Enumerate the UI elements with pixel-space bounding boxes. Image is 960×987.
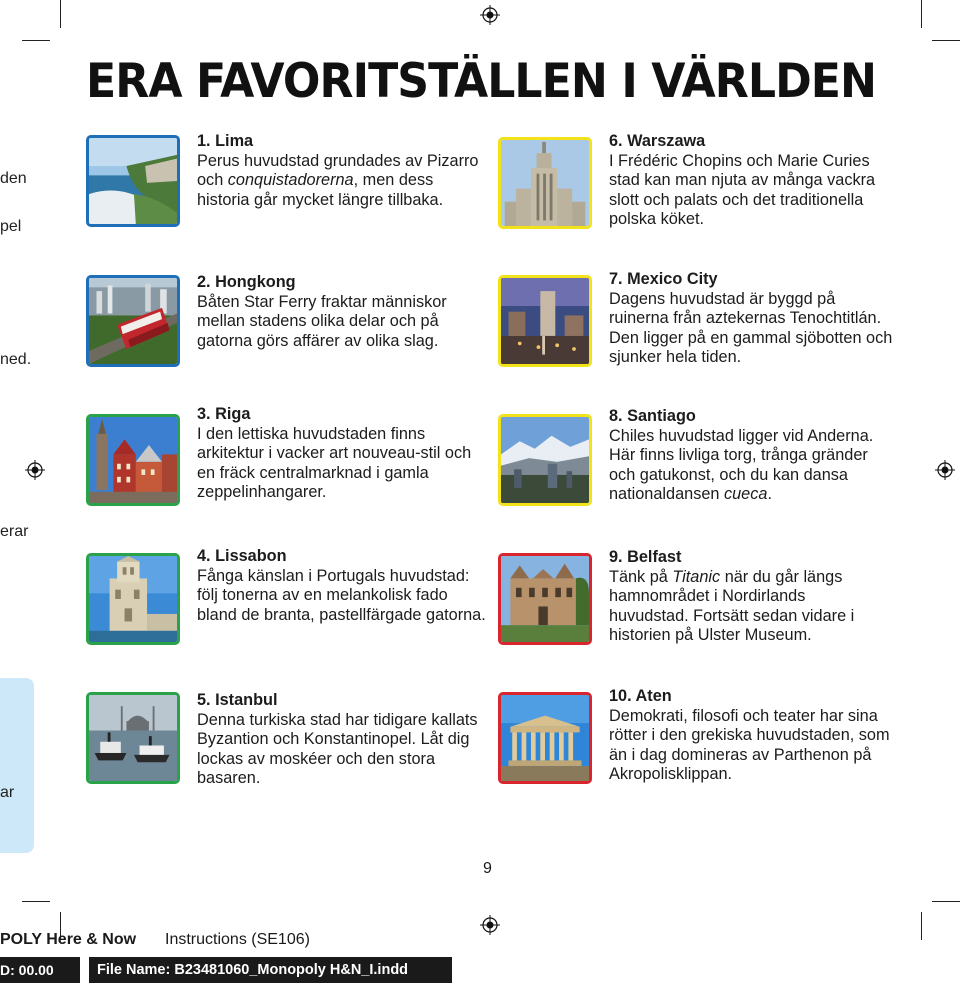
left-edge-fragment: den xyxy=(0,170,27,187)
crop-mark xyxy=(22,901,50,902)
photo-lissabon xyxy=(86,553,180,645)
entry-text-italic: conquistadorerna xyxy=(227,171,354,189)
entry-text xyxy=(609,568,879,646)
entry-text-segment: I den lettiska huvudstaden finns arkitektur i vacker art nouveau-stil och en fräck centralmarknad i gamla zeppelinhangarer. xyxy=(197,424,472,501)
entry-text-italic: Titanic xyxy=(672,567,721,586)
crop-mark xyxy=(932,40,960,41)
page-number: 9 xyxy=(483,860,492,877)
entry-mexico-city xyxy=(609,270,899,368)
photo-belfast xyxy=(498,553,592,645)
entry-santiago xyxy=(609,407,894,505)
entry-text-segment: . xyxy=(767,485,772,503)
photo-istanbul xyxy=(86,692,180,784)
left-edge-fragment: erar xyxy=(0,523,29,540)
entry-title: 2. Hongkong xyxy=(197,273,296,291)
photo-santiago xyxy=(498,414,592,506)
entry-title: 1. Lima xyxy=(197,132,254,150)
entry-title: 10. Aten xyxy=(609,687,672,705)
entry-hongkong xyxy=(197,273,482,351)
side-tab xyxy=(0,678,34,853)
photo-hongkong xyxy=(86,275,180,367)
entry-title: 5. Istanbul xyxy=(197,691,278,709)
left-edge-fragment: ar xyxy=(0,784,15,801)
entry-text-segment: när du går längs hamnområdet i Nordirlands huvudstad. Fortsätt sedan vidare i historien på Ulster Museum. xyxy=(609,567,855,644)
entry-lima xyxy=(197,132,487,210)
crop-mark xyxy=(60,0,61,28)
entry-riga xyxy=(197,405,482,503)
entry-text xyxy=(197,293,482,352)
entry-title: 7. Mexico City xyxy=(609,270,718,288)
entry-text-segment: I Frédéric Chopins och Marie Curies stad kan man njuta av många vackra slott och palats och det traditionella polska köket. xyxy=(609,151,876,228)
footer-brand: POLY Here & Now xyxy=(0,931,137,948)
entry-title: 4. Lissabon xyxy=(197,547,287,565)
entry-text-segment: Perus huvudstad grundades av Pizarro och xyxy=(197,151,479,189)
entry-text-segment: Chiles huvudstad ligger vid Anderna. Här finns livliga torg, trånga gränder och gatukonst, och du kan dansa nationaldansen xyxy=(609,426,874,503)
entry-aten xyxy=(609,687,899,785)
crop-mark xyxy=(22,40,50,41)
left-edge-fragment: pel xyxy=(0,218,22,235)
entry-belfast xyxy=(609,548,879,646)
entry-istanbul xyxy=(197,691,487,789)
photo-mexico-city xyxy=(498,275,592,367)
entry-warszawa xyxy=(609,132,894,230)
entry-title: 8. Santiago xyxy=(609,407,696,425)
entry-title: 3. Riga xyxy=(197,405,251,423)
left-edge-fragment: ned. xyxy=(0,351,32,368)
photo-warszawa xyxy=(498,137,592,229)
entry-text xyxy=(609,707,899,785)
entry-title: 6. Warszawa xyxy=(609,132,706,150)
entry-text-italic: cueca xyxy=(723,485,768,503)
footer-file-name: File Name: B23481060_Monopoly H&N_I.indd xyxy=(89,957,452,983)
entry-text-segment: Fånga känslan i Portugals huvudstad: följ tonerna av en melankolisk fado bland de branta, pastellfärgade gatorna. xyxy=(197,566,486,624)
footer-od-label: D: 00.00 xyxy=(0,957,80,983)
registration-mark-icon xyxy=(25,460,45,480)
entry-text xyxy=(197,425,482,503)
crop-mark xyxy=(921,912,922,940)
entry-text-segment: Dagens huvudstad är byggd på ruinerna från aztekernas Tenochtitlán. Den ligger på en gammal sjöbotten och sjunker hela tiden. xyxy=(609,289,893,366)
page-title: ERA FAVORITSTÄLLEN I VÄRLDEN xyxy=(86,54,877,109)
crop-mark xyxy=(921,0,922,28)
photo-aten xyxy=(498,692,592,784)
entry-text xyxy=(609,152,894,230)
entry-text-segment: Demokrati, filosofi och teater har sina rötter i den grekiska huvudstaden, som än i dag domineras av Parthenon på Akropolisklippan. xyxy=(609,706,890,783)
entry-lissabon xyxy=(197,547,487,625)
entry-text-segment: Denna turkiska stad har tidigare kallats Byzantion och Konstantinopel. Låt dig lockas av moskéer och den stora basaren. xyxy=(197,710,478,787)
footer-instructions: Instructions (SE106) xyxy=(165,931,310,948)
registration-mark-icon xyxy=(480,5,500,25)
registration-mark-icon xyxy=(480,915,500,935)
registration-mark-icon xyxy=(935,460,955,480)
entry-text xyxy=(197,567,487,626)
entry-text xyxy=(609,427,894,505)
entry-text-segment: , men dess historia går mycket längre tillbaka. xyxy=(197,171,444,209)
entry-text-segment: Båten Star Ferry fraktar människor mellan stadens olika delar och på gatorna görs affärer av olika slag. xyxy=(197,292,447,350)
entry-title: 9. Belfast xyxy=(609,548,682,566)
entry-text-segment: Tänk på xyxy=(609,567,673,586)
entry-text xyxy=(609,290,899,368)
entry-text xyxy=(197,711,487,789)
entry-text xyxy=(197,152,487,211)
crop-mark xyxy=(932,901,960,902)
photo-riga xyxy=(86,414,180,506)
photo-lima xyxy=(86,135,180,227)
